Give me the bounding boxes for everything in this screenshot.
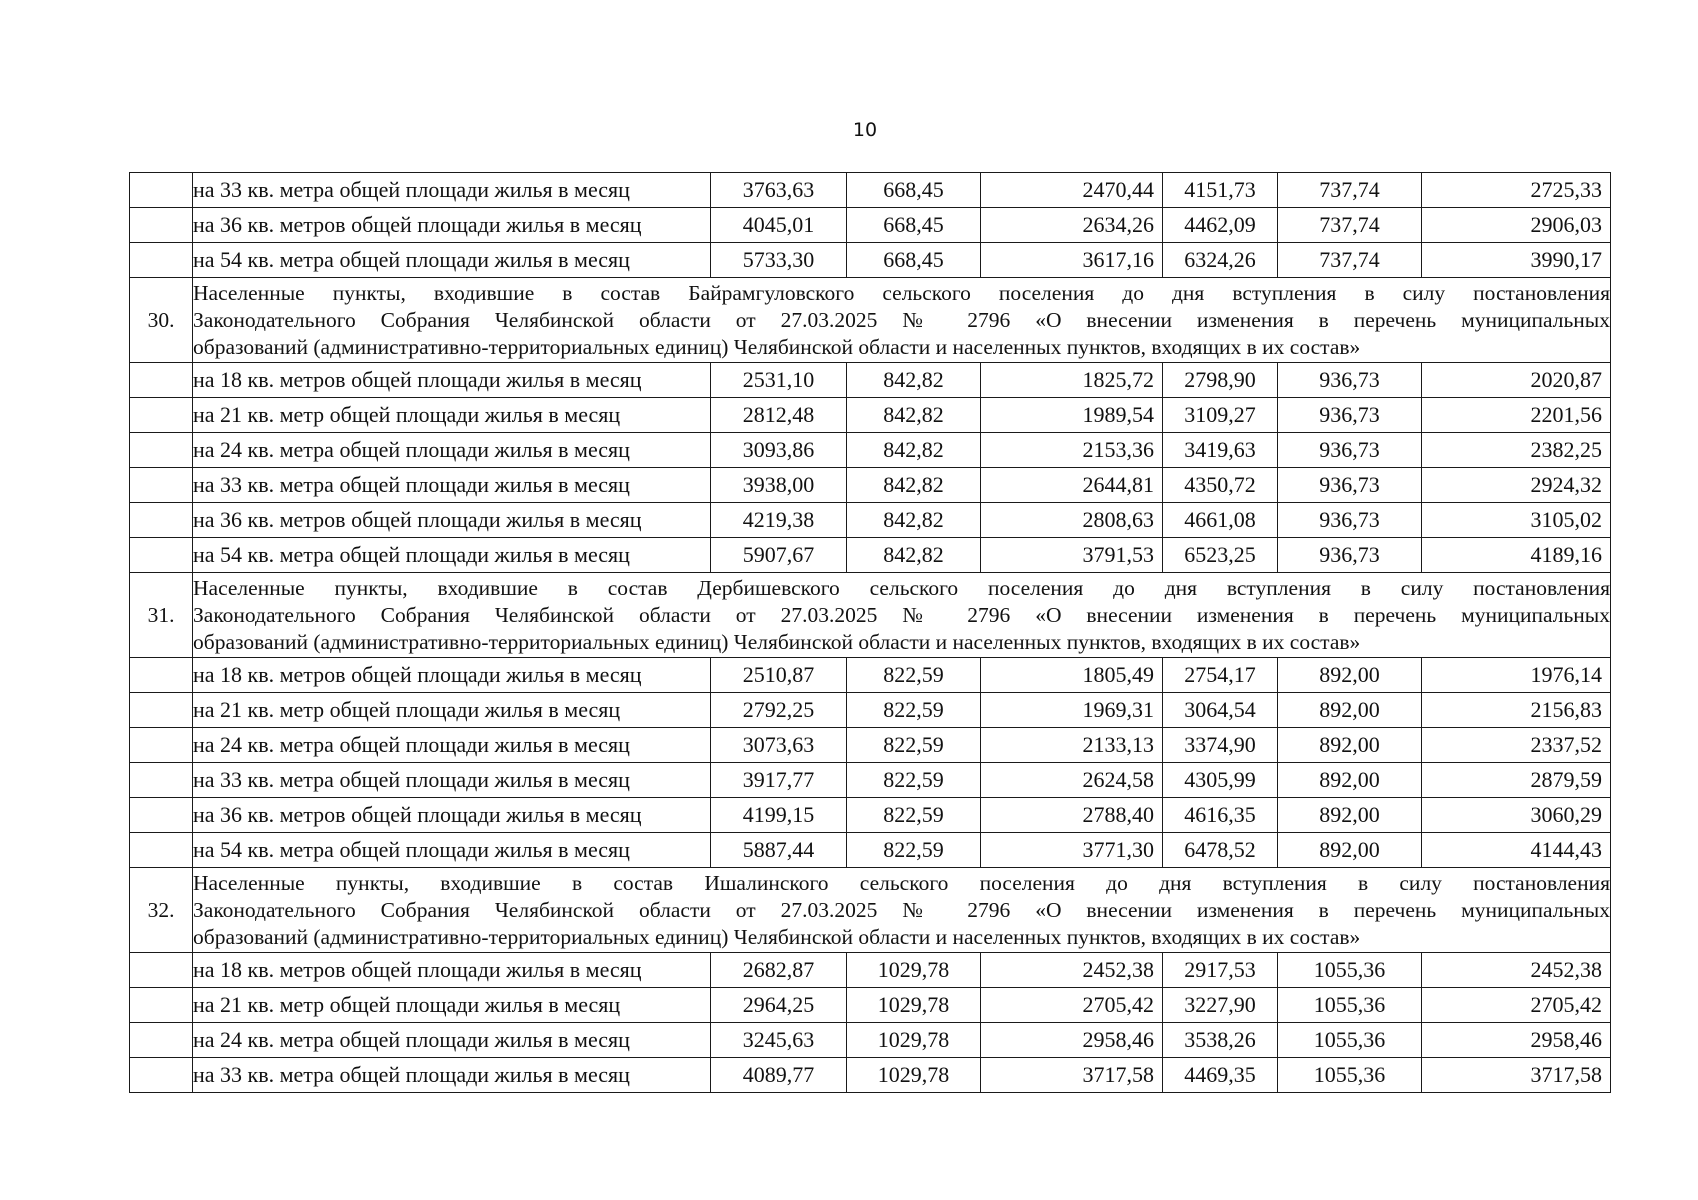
value-cell: 936,73	[1278, 398, 1422, 433]
value-cell: 2133,13	[981, 728, 1163, 763]
value-cell: 2452,38	[1422, 953, 1611, 988]
value-cell: 1055,36	[1278, 1023, 1422, 1058]
value-cell: 892,00	[1278, 693, 1422, 728]
row-number-cell	[130, 468, 193, 503]
row-label: на 24 кв. метра общей площади жилья в месяц	[193, 728, 711, 763]
value-cell: 3245,63	[711, 1023, 847, 1058]
value-cell: 2812,48	[711, 398, 847, 433]
row-number-cell	[130, 1058, 193, 1093]
value-cell: 4462,09	[1163, 208, 1278, 243]
value-cell: 4151,73	[1163, 173, 1278, 208]
section-description-line: Законодательного Собрания Челябинской области от 27.03.2025 № 2796 «О внесении изменения в перечень муниципальных	[193, 307, 1610, 332]
row-label: на 33 кв. метра общей площади жилья в месяц	[193, 173, 711, 208]
value-cell: 3060,29	[1422, 798, 1611, 833]
section-header-row	[130, 868, 1611, 953]
value-cell: 2644,81	[981, 468, 1163, 503]
row-number-cell	[130, 763, 193, 798]
section-number: 31.	[130, 573, 193, 658]
value-cell: 822,59	[847, 693, 981, 728]
row-label: на 21 кв. метр общей площади жилья в месяц	[193, 398, 711, 433]
row-number-cell	[130, 503, 193, 538]
table-row	[130, 988, 1611, 1023]
value-cell: 2020,87	[1422, 363, 1611, 398]
table-row	[130, 468, 1611, 503]
value-cell: 2382,25	[1422, 433, 1611, 468]
value-cell: 2531,10	[711, 363, 847, 398]
value-cell: 822,59	[847, 763, 981, 798]
value-cell: 936,73	[1278, 503, 1422, 538]
section-description-line: Населенные пункты, входившие в состав Дербишевского сельского поселения до дня вступления в силу постановления	[193, 575, 1610, 600]
value-cell: 5733,30	[711, 243, 847, 278]
table-row	[130, 538, 1611, 573]
row-label: на 33 кв. метра общей площади жилья в месяц	[193, 763, 711, 798]
row-number-cell	[130, 243, 193, 278]
value-cell: 2906,03	[1422, 208, 1611, 243]
table-row	[130, 763, 1611, 798]
row-number-cell	[130, 693, 193, 728]
value-cell: 2798,90	[1163, 363, 1278, 398]
value-cell: 822,59	[847, 658, 981, 693]
row-number-cell	[130, 658, 193, 693]
value-cell: 3771,30	[981, 833, 1163, 868]
value-cell: 4219,38	[711, 503, 847, 538]
value-cell: 3938,00	[711, 468, 847, 503]
value-cell: 3105,02	[1422, 503, 1611, 538]
row-number-cell	[130, 1023, 193, 1058]
value-cell: 2634,26	[981, 208, 1163, 243]
table-row	[130, 363, 1611, 398]
table-row	[130, 1023, 1611, 1058]
value-cell: 2958,46	[1422, 1023, 1611, 1058]
value-cell: 2924,32	[1422, 468, 1611, 503]
value-cell: 3717,58	[981, 1058, 1163, 1093]
value-cell: 936,73	[1278, 468, 1422, 503]
value-cell: 3990,17	[1422, 243, 1611, 278]
section-description-line: образований (административно-территориальных единиц) Челябинской области и населенных пунктов, входящих в их состав»	[193, 924, 1361, 949]
value-cell: 2452,38	[981, 953, 1163, 988]
table-row	[130, 728, 1611, 763]
row-label: на 18 кв. метров общей площади жилья в месяц	[193, 953, 711, 988]
table-row	[130, 398, 1611, 433]
value-cell: 3374,90	[1163, 728, 1278, 763]
value-cell: 2808,63	[981, 503, 1163, 538]
row-label: на 24 кв. метра общей площади жилья в месяц	[193, 1023, 711, 1058]
value-cell: 3791,53	[981, 538, 1163, 573]
value-cell: 5887,44	[711, 833, 847, 868]
section-description-line: Законодательного Собрания Челябинской области от 27.03.2025 № 2796 «О внесении изменения в перечень муниципальных	[193, 602, 1610, 627]
table-row	[130, 173, 1611, 208]
row-label: на 36 кв. метров общей площади жилья в месяц	[193, 798, 711, 833]
value-cell: 3073,63	[711, 728, 847, 763]
section-description-line: образований (административно-территориальных единиц) Челябинской области и населенных пунктов, входящих в их состав»	[193, 334, 1361, 359]
value-cell: 4089,77	[711, 1058, 847, 1093]
row-label: на 54 кв. метра общей площади жилья в месяц	[193, 833, 711, 868]
value-cell: 4469,35	[1163, 1058, 1278, 1093]
tariff-table	[129, 172, 1611, 1093]
value-cell: 892,00	[1278, 658, 1422, 693]
table-body	[130, 173, 1611, 1093]
row-label: на 18 кв. метров общей площади жилья в месяц	[193, 658, 711, 693]
page-number: 10	[852, 119, 878, 141]
row-label: на 24 кв. метра общей площади жилья в месяц	[193, 433, 711, 468]
table-row	[130, 833, 1611, 868]
value-cell: 1805,49	[981, 658, 1163, 693]
value-cell: 4199,15	[711, 798, 847, 833]
value-cell: 842,82	[847, 503, 981, 538]
value-cell: 3227,90	[1163, 988, 1278, 1023]
row-number-cell	[130, 728, 193, 763]
value-cell: 936,73	[1278, 433, 1422, 468]
value-cell: 1969,31	[981, 693, 1163, 728]
section-description	[193, 278, 1611, 363]
value-cell: 668,45	[847, 208, 981, 243]
value-cell: 3419,63	[1163, 433, 1278, 468]
value-cell: 936,73	[1278, 538, 1422, 573]
value-cell: 4661,08	[1163, 503, 1278, 538]
row-label: на 36 кв. метров общей площади жилья в месяц	[193, 503, 711, 538]
value-cell: 737,74	[1278, 173, 1422, 208]
row-label: на 54 кв. метра общей площади жилья в месяц	[193, 243, 711, 278]
value-cell: 4189,16	[1422, 538, 1611, 573]
row-label: на 33 кв. метра общей площади жилья в месяц	[193, 468, 711, 503]
value-cell: 2917,53	[1163, 953, 1278, 988]
value-cell: 2201,56	[1422, 398, 1611, 433]
value-cell: 2725,33	[1422, 173, 1611, 208]
table-row	[130, 433, 1611, 468]
value-cell: 842,82	[847, 468, 981, 503]
section-header-row	[130, 573, 1611, 658]
value-cell: 936,73	[1278, 363, 1422, 398]
row-number-cell	[130, 173, 193, 208]
value-cell: 842,82	[847, 398, 981, 433]
value-cell: 892,00	[1278, 798, 1422, 833]
value-cell: 3763,63	[711, 173, 847, 208]
table-row	[130, 658, 1611, 693]
value-cell: 1055,36	[1278, 988, 1422, 1023]
row-label: на 21 кв. метр общей площади жилья в месяц	[193, 693, 711, 728]
value-cell: 4144,43	[1422, 833, 1611, 868]
value-cell: 2705,42	[1422, 988, 1611, 1023]
value-cell: 4616,35	[1163, 798, 1278, 833]
row-number-cell	[130, 953, 193, 988]
value-cell: 2958,46	[981, 1023, 1163, 1058]
value-cell: 842,82	[847, 538, 981, 573]
row-label: на 54 кв. метра общей площади жилья в месяц	[193, 538, 711, 573]
row-number-cell	[130, 538, 193, 573]
table-row	[130, 208, 1611, 243]
value-cell: 6523,25	[1163, 538, 1278, 573]
value-cell: 2788,40	[981, 798, 1163, 833]
value-cell: 3538,26	[1163, 1023, 1278, 1058]
value-cell: 2705,42	[981, 988, 1163, 1023]
value-cell: 668,45	[847, 243, 981, 278]
value-cell: 1029,78	[847, 1023, 981, 1058]
value-cell: 842,82	[847, 363, 981, 398]
value-cell: 3917,77	[711, 763, 847, 798]
value-cell: 5907,67	[711, 538, 847, 573]
table-row	[130, 798, 1611, 833]
value-cell: 4350,72	[1163, 468, 1278, 503]
section-number: 30.	[130, 278, 193, 363]
section-description-line: Населенные пункты, входившие в состав Байрамгуловского сельского поселения до дня вступления в силу постановления	[193, 280, 1610, 305]
section-description-line: образований (административно-территориальных единиц) Челябинской области и населенных пунктов, входящих в их состав»	[193, 629, 1361, 654]
table-row	[130, 1058, 1611, 1093]
value-cell: 892,00	[1278, 833, 1422, 868]
value-cell: 1989,54	[981, 398, 1163, 433]
value-cell: 3717,58	[1422, 1058, 1611, 1093]
row-number-cell	[130, 833, 193, 868]
value-cell: 822,59	[847, 728, 981, 763]
row-label: на 36 кв. метров общей площади жилья в месяц	[193, 208, 711, 243]
value-cell: 3093,86	[711, 433, 847, 468]
row-number-cell	[130, 798, 193, 833]
value-cell: 2682,87	[711, 953, 847, 988]
row-label: на 33 кв. метра общей площади жилья в месяц	[193, 1058, 711, 1093]
value-cell: 2879,59	[1422, 763, 1611, 798]
value-cell: 6324,26	[1163, 243, 1278, 278]
table-row	[130, 503, 1611, 538]
table-row	[130, 693, 1611, 728]
value-cell: 2337,52	[1422, 728, 1611, 763]
value-cell: 2470,44	[981, 173, 1163, 208]
row-label: на 21 кв. метр общей площади жилья в месяц	[193, 988, 711, 1023]
value-cell: 2964,25	[711, 988, 847, 1023]
value-cell: 2624,58	[981, 763, 1163, 798]
value-cell: 1029,78	[847, 1058, 981, 1093]
value-cell: 1825,72	[981, 363, 1163, 398]
value-cell: 1055,36	[1278, 1058, 1422, 1093]
row-number-cell	[130, 363, 193, 398]
row-label: на 18 кв. метров общей площади жилья в месяц	[193, 363, 711, 398]
section-description	[193, 868, 1611, 953]
row-number-cell	[130, 433, 193, 468]
value-cell: 2792,25	[711, 693, 847, 728]
section-description	[193, 573, 1611, 658]
row-number-cell	[130, 988, 193, 1023]
value-cell: 892,00	[1278, 728, 1422, 763]
value-cell: 2754,17	[1163, 658, 1278, 693]
table-row	[130, 243, 1611, 278]
section-header-row	[130, 278, 1611, 363]
value-cell: 2153,36	[981, 433, 1163, 468]
value-cell: 892,00	[1278, 763, 1422, 798]
value-cell: 2156,83	[1422, 693, 1611, 728]
row-number-cell	[130, 208, 193, 243]
value-cell: 822,59	[847, 798, 981, 833]
table-row	[130, 953, 1611, 988]
value-cell: 1055,36	[1278, 953, 1422, 988]
section-number: 32.	[130, 868, 193, 953]
value-cell: 3617,16	[981, 243, 1163, 278]
value-cell: 668,45	[847, 173, 981, 208]
value-cell: 737,74	[1278, 243, 1422, 278]
value-cell: 2510,87	[711, 658, 847, 693]
value-cell: 6478,52	[1163, 833, 1278, 868]
value-cell: 737,74	[1278, 208, 1422, 243]
value-cell: 1976,14	[1422, 658, 1611, 693]
value-cell: 842,82	[847, 433, 981, 468]
value-cell: 1029,78	[847, 988, 981, 1023]
value-cell: 4305,99	[1163, 763, 1278, 798]
value-cell: 3064,54	[1163, 693, 1278, 728]
value-cell: 3109,27	[1163, 398, 1278, 433]
row-number-cell	[130, 398, 193, 433]
value-cell: 4045,01	[711, 208, 847, 243]
value-cell: 1029,78	[847, 953, 981, 988]
section-description-line: Законодательного Собрания Челябинской области от 27.03.2025 № 2796 «О внесении изменения в перечень муниципальных	[193, 897, 1610, 922]
section-description-line: Населенные пункты, входившие в состав Ишалинского сельского поселения до дня вступления в силу постановления	[193, 870, 1610, 895]
value-cell: 822,59	[847, 833, 981, 868]
